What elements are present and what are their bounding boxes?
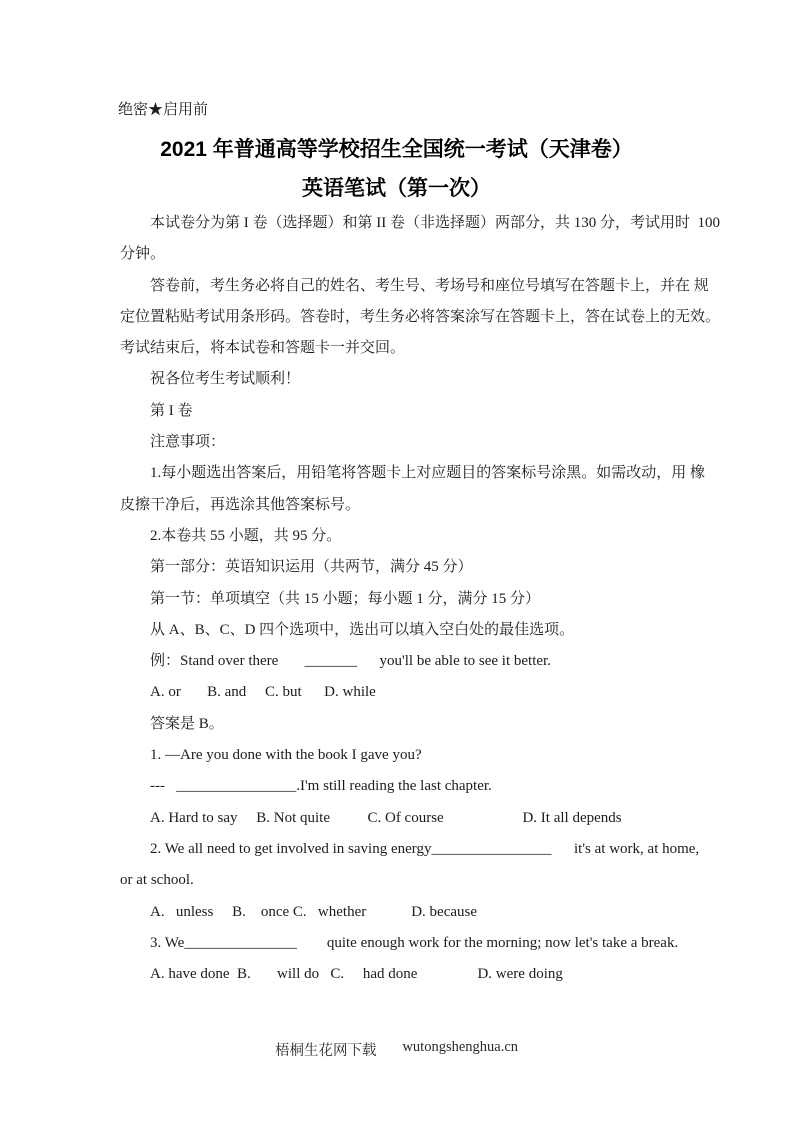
answer-instructions-line-2: 定位置粘贴考试用条形码。答卷时，考生务必将答案涂写在答题卡上，答在试卷上的无效。 bbox=[120, 308, 721, 325]
answer-instructions-line-3: 考试结束后，将本试卷和答题卡一并交回。 bbox=[120, 340, 406, 357]
section-1-instruction: 从 A、B、C、D 四个选项中，选出可以填入空白处的最佳选项。 bbox=[150, 621, 575, 638]
exam-subtitle: 英语笔试（第一次） bbox=[302, 177, 491, 200]
document-body bbox=[120, 208, 721, 990]
question-2-stem-line-2: or at school. bbox=[120, 872, 194, 889]
example-answer: 答案是 B。 bbox=[150, 715, 224, 732]
intro-paper-structure-line-1: 本试卷分为第 I 卷（选择题）和第 II 卷（非选择题）两部分，共 130 分，考试用时 100 bbox=[150, 215, 720, 231]
question-3-stem: 3. We_______________ quite enough work for the morning; now let's take a break. bbox=[150, 934, 679, 951]
question-2-stem-line-1: 2. We all need to get involved in saving energy________________ it's at work, at home, bbox=[150, 840, 700, 857]
intro-paper-structure-line-2: 分钟。 bbox=[120, 246, 166, 263]
question-3-options: A. have done B. will do C. had done D. were doing bbox=[150, 966, 563, 983]
exam-title: 2021 年普通高等学校招生全国统一考试（天津卷） bbox=[160, 138, 633, 161]
part-1-heading: 第一部分：英语知识运用（共两节，满分 45 分） bbox=[150, 559, 473, 576]
question-2-options: A. unless B. once C. whether D. because bbox=[150, 903, 478, 920]
note-1-line-1: 1.每小题选出答案后，用铅笔将答题卡上对应题目的答案标号涂黑。如需改动，用 橡 bbox=[150, 465, 706, 482]
question-1-stem: 1. —Are you done with the book I gave you? bbox=[150, 747, 422, 764]
note-1-line-2: 皮擦干净后，再选涂其他答案标号。 bbox=[120, 496, 361, 513]
section-1-heading: 第一节：单项填空（共 15 小题；每小题 1 分，满分 15 分） bbox=[150, 590, 541, 607]
answer-instructions-line-1: 答卷前，考生务必将自己的姓名、考生号、考场号和座位号填写在答题卡上，并在 规 bbox=[150, 277, 709, 294]
footer-site-name: 梧桐生花网下载 bbox=[274, 1043, 377, 1059]
notes-heading: 注意事项： bbox=[150, 434, 226, 451]
part-i-label: 第 I 卷 bbox=[150, 402, 193, 419]
footer-site-url: wutongshenghua.cn bbox=[402, 1039, 519, 1055]
example-sentence: 例：Stand over there _______ you'll be able to see it better. bbox=[150, 653, 551, 670]
question-1-options: A. Hard to say B. Not quite C. Of course D. It all depends bbox=[150, 809, 622, 826]
secrecy-label: 绝密★启用前 bbox=[118, 102, 209, 118]
page-footer bbox=[0, 1039, 793, 1060]
note-2: 2.本卷共 55 小题，共 95 分。 bbox=[150, 527, 342, 544]
good-luck-line: 祝各位考生考试顺利！ bbox=[150, 371, 301, 388]
example-options: A. or B. and C. but D. while bbox=[150, 684, 376, 701]
question-1-response-blank: --- ________________.I'm still reading the last chapter. bbox=[150, 778, 492, 795]
